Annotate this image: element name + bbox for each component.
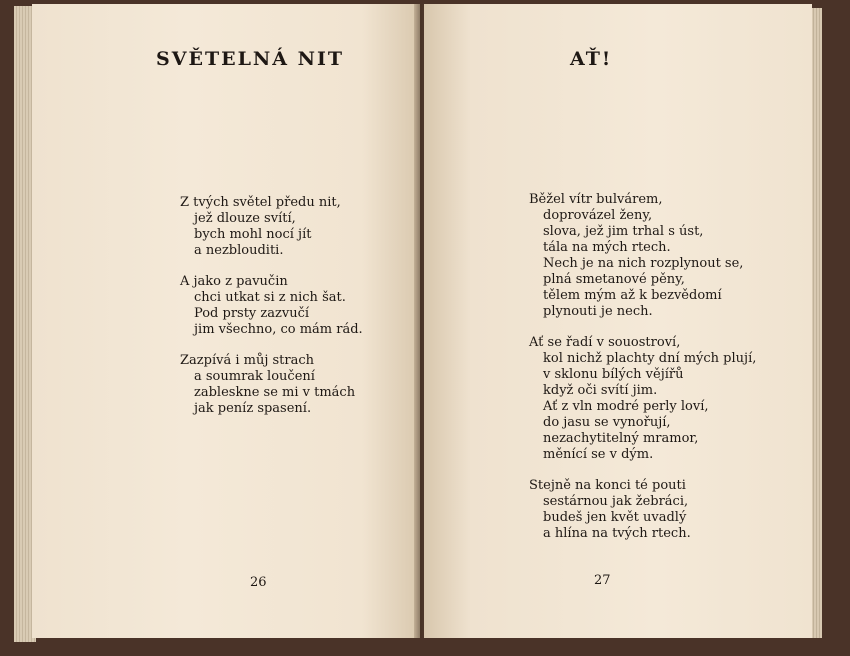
page-number-right: 27: [594, 573, 611, 588]
stanza-1: [180, 195, 363, 259]
poem-line: když oči svítí jim.: [543, 383, 658, 398]
poem-body-right: [529, 192, 756, 557]
poem-line: a hlína na tvých rtech.: [543, 526, 691, 541]
poem-line: Ať se řadí v souostroví,: [529, 335, 681, 350]
poem-title-right: AŤ!: [570, 48, 613, 70]
poem-line: plynouti je nech.: [543, 304, 653, 319]
poem-line: Ať z vln modré perly loví,: [543, 399, 709, 414]
poem-line: A jako z pavučin: [180, 274, 288, 289]
poem-body-left: [180, 195, 363, 432]
poem-line: jim všechno, co mám rád.: [194, 322, 363, 337]
poem-line: plná smetanové pěny,: [543, 272, 685, 287]
poem-line: tělem mým až k bezvědomí: [543, 288, 722, 303]
poem-line: Nech je na nich rozplynout se,: [543, 256, 744, 271]
poem-line: a soumrak loučení: [194, 369, 315, 384]
poem-line: jak peníz spasení.: [194, 401, 312, 416]
poem-title-left: SVĚTELNÁ NIT: [156, 48, 345, 70]
poem-line: doprovázel ženy,: [543, 208, 653, 223]
poem-line: chci utkat si z nich šat.: [194, 290, 346, 305]
poem-line: Pod prsty zazvučí: [194, 306, 310, 321]
left-page: [32, 4, 420, 638]
poem-line: budeš jen květ uvadlý: [543, 510, 687, 525]
poem-line: tála na mých rtech.: [543, 240, 671, 255]
poem-line: jež dlouze svítí,: [194, 211, 296, 226]
poem-line: bych mohl nocí jít: [194, 227, 312, 242]
stanza-3: [180, 353, 363, 417]
poem-line: Zazpívá i můj strach: [180, 353, 315, 368]
poem-line: měnící se v dým.: [543, 447, 654, 462]
poem-line: a nezblouditi.: [194, 243, 284, 258]
poem-line: Stejně na konci té pouti: [529, 478, 686, 493]
poem-line: zableskne se mi v tmách: [194, 385, 356, 400]
poem-line: Běžel vítr bulvárem,: [529, 192, 663, 207]
stanza-2: [529, 335, 756, 463]
stanza-3: [529, 478, 756, 542]
poem-line: sestárnou jak žebráci,: [543, 494, 689, 509]
poem-line: kol nichž plachty dní mých plují,: [543, 351, 757, 366]
right-page: [424, 4, 812, 638]
stanza-1: [529, 192, 756, 320]
poem-line: Z tvých světel předu nit,: [180, 195, 341, 210]
poem-line: v sklonu bílých vějířů: [543, 367, 684, 382]
poem-line: do jasu se vynořují,: [543, 415, 671, 430]
stanza-2: [180, 274, 363, 338]
poem-line: nezachytitelný mramor,: [543, 431, 699, 446]
page-number-left: 26: [250, 575, 267, 590]
poem-line: slova, jež jim trhal s úst,: [543, 224, 704, 239]
